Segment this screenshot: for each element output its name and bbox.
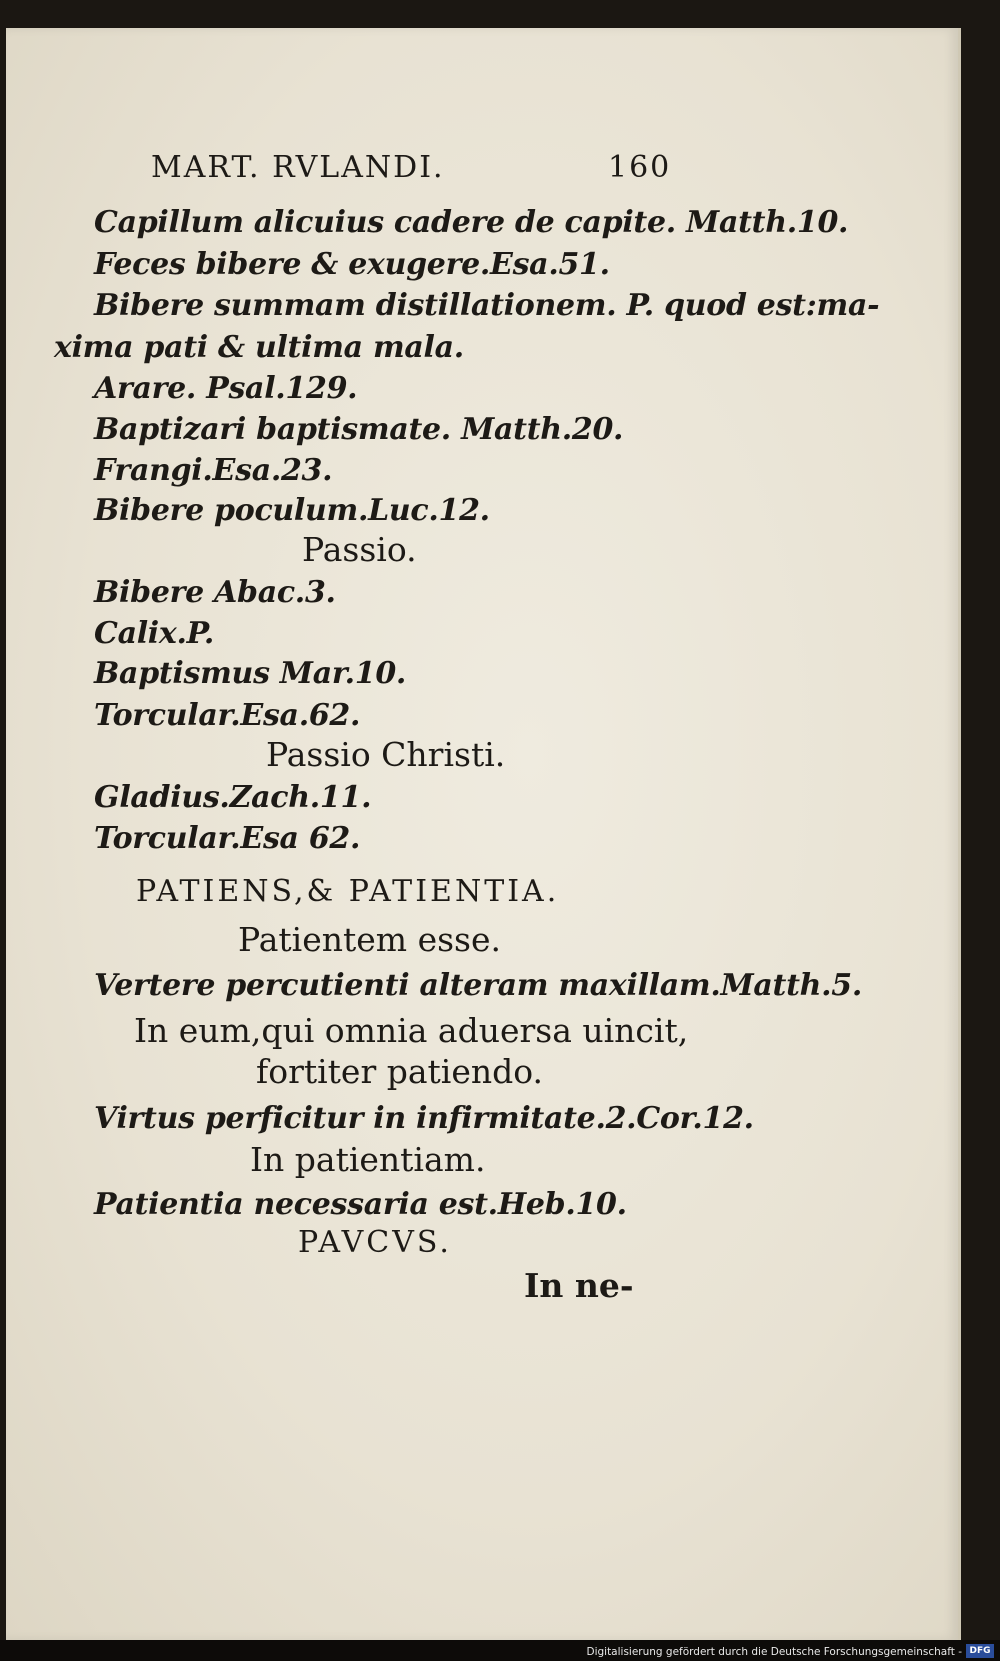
- footer-bar: [0, 1640, 1000, 1661]
- footer-credit: Digitalisierung gefördert durch die Deutsche Forschungsgemeinschaft -: [586, 1646, 962, 1658]
- section-heading: Passio Christi.: [266, 735, 506, 774]
- catchword: In ne-: [524, 1266, 634, 1305]
- entry-heading: PATIENS,& PATIENTIA.: [136, 874, 560, 909]
- text-line: Virtus perficitur in infirmitate.2.Cor.12.: [94, 1101, 754, 1136]
- entry-heading: PAVCVS.: [298, 1225, 452, 1260]
- book-page: [6, 28, 961, 1640]
- text-line: Gladius.Zach.11.: [94, 780, 372, 815]
- text-line: Arare. Psal.129.: [94, 371, 358, 406]
- section-heading: Passio.: [302, 530, 417, 569]
- text-line: Bibere poculum.Luc.12.: [94, 493, 490, 528]
- page-number: 160: [608, 150, 672, 185]
- text-line: Bibere summam distillationem. P. quod est:ma-: [94, 288, 880, 323]
- text-line: Frangi.Esa.23.: [94, 453, 333, 488]
- text-line: Baptismus Mar.10.: [94, 656, 407, 691]
- text-line: Torcular.Esa.62.: [94, 698, 361, 733]
- section-heading: In eum,qui omnia aduersa uincit,: [134, 1011, 689, 1050]
- text-line: Baptizari baptismate. Matth.20.: [94, 412, 624, 447]
- section-heading: In patientiam.: [250, 1140, 486, 1179]
- text-line: Feces bibere & exugere.Esa.51.: [94, 247, 610, 282]
- section-heading: fortiter patiendo.: [256, 1052, 544, 1091]
- text-line: Capillum alicuius cadere de capite. Matth.10.: [94, 205, 849, 240]
- text-line: Patientia necessaria est.Heb.10.: [94, 1187, 627, 1222]
- running-head: MART. RVLANDI.: [151, 150, 445, 185]
- text-line: xima pati & ultima mala.: [54, 330, 464, 365]
- text-line: Calix.P.: [94, 616, 215, 651]
- text-line: Bibere Abac.3.: [94, 575, 336, 610]
- text-line: Torcular.Esa 62.: [94, 821, 361, 856]
- text-line: Vertere percutienti alteram maxillam.Matth.5.: [94, 968, 863, 1003]
- dfg-logo: DFG: [966, 1644, 994, 1658]
- section-heading: Patientem esse.: [238, 920, 501, 959]
